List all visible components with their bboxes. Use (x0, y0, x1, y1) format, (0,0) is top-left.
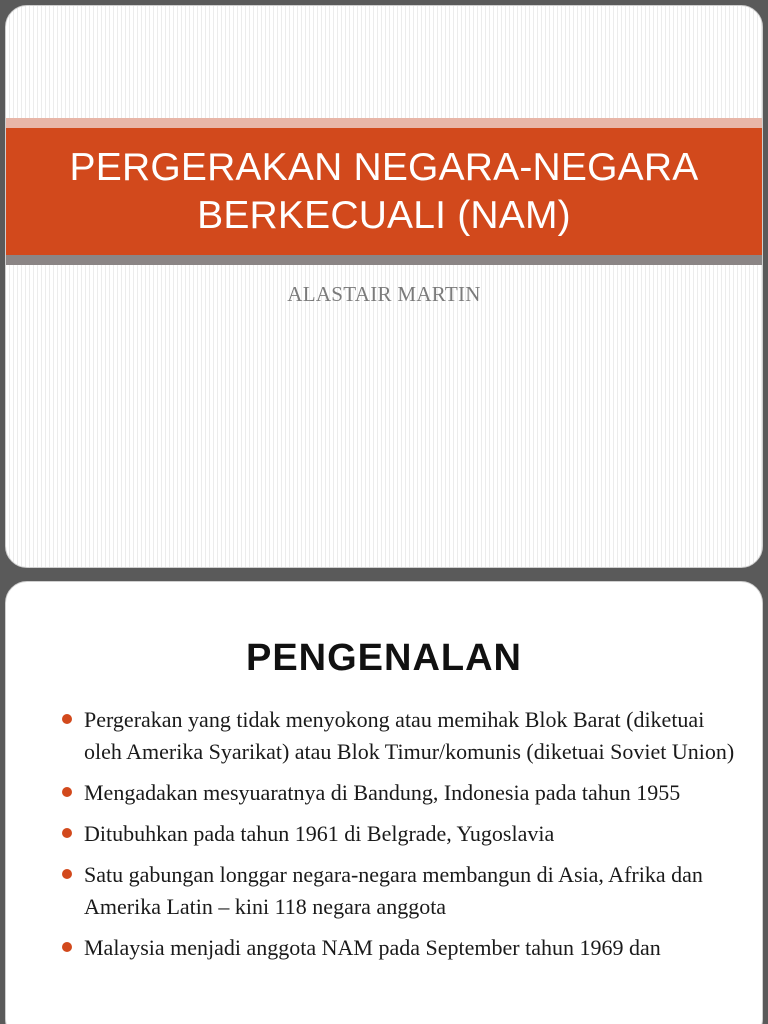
bullet-dot-icon (62, 869, 72, 879)
bullet-text: Satu gabungan longgar negara-negara membangun di Asia, Afrika dan Amerika Latin – kini 118 negara anggota (84, 862, 703, 919)
bullet-item (62, 932, 742, 964)
bullet-item (62, 818, 742, 850)
bullet-text: Ditubuhkan pada tahun 1961 di Belgrade, Yugoslavia (84, 821, 555, 846)
bullet-text: Mengadakan mesyuaratnya di Bandung, Indonesia pada tahun 1955 (84, 780, 681, 805)
bullet-list (62, 704, 742, 973)
bullet-dot-icon (62, 714, 72, 724)
bullet-text: Malaysia menjadi anggota NAM pada September tahun 1969 dan (84, 935, 661, 960)
slide-title (44, 144, 724, 240)
bullet-dot-icon (62, 942, 72, 952)
slide-author: ALASTAIR MARTIN (287, 282, 481, 306)
title-slide (5, 5, 763, 568)
bullet-dot-icon (62, 787, 72, 797)
slide-title-line-1: PERGERAKAN NEGARA-NEGARA (69, 145, 699, 189)
content-slide (5, 581, 763, 1024)
title-band (6, 128, 762, 255)
bullet-text: Pergerakan yang tidak menyokong atau memihak Blok Barat (diketuai oleh Amerika Syarikat) atau Blok Timur/komunis (diketuai Soviet Union) (84, 707, 735, 764)
title-band-top-stripe (6, 118, 762, 128)
bullet-item (62, 859, 742, 923)
title-band-bottom-stripe (6, 255, 762, 265)
bullet-dot-icon (62, 828, 72, 838)
bullet-item (62, 704, 742, 768)
section-heading: PENGENALAN (245, 637, 523, 679)
bullet-item (62, 777, 742, 809)
slide-title-line-2: BERKECUALI (NAM) (197, 193, 571, 237)
